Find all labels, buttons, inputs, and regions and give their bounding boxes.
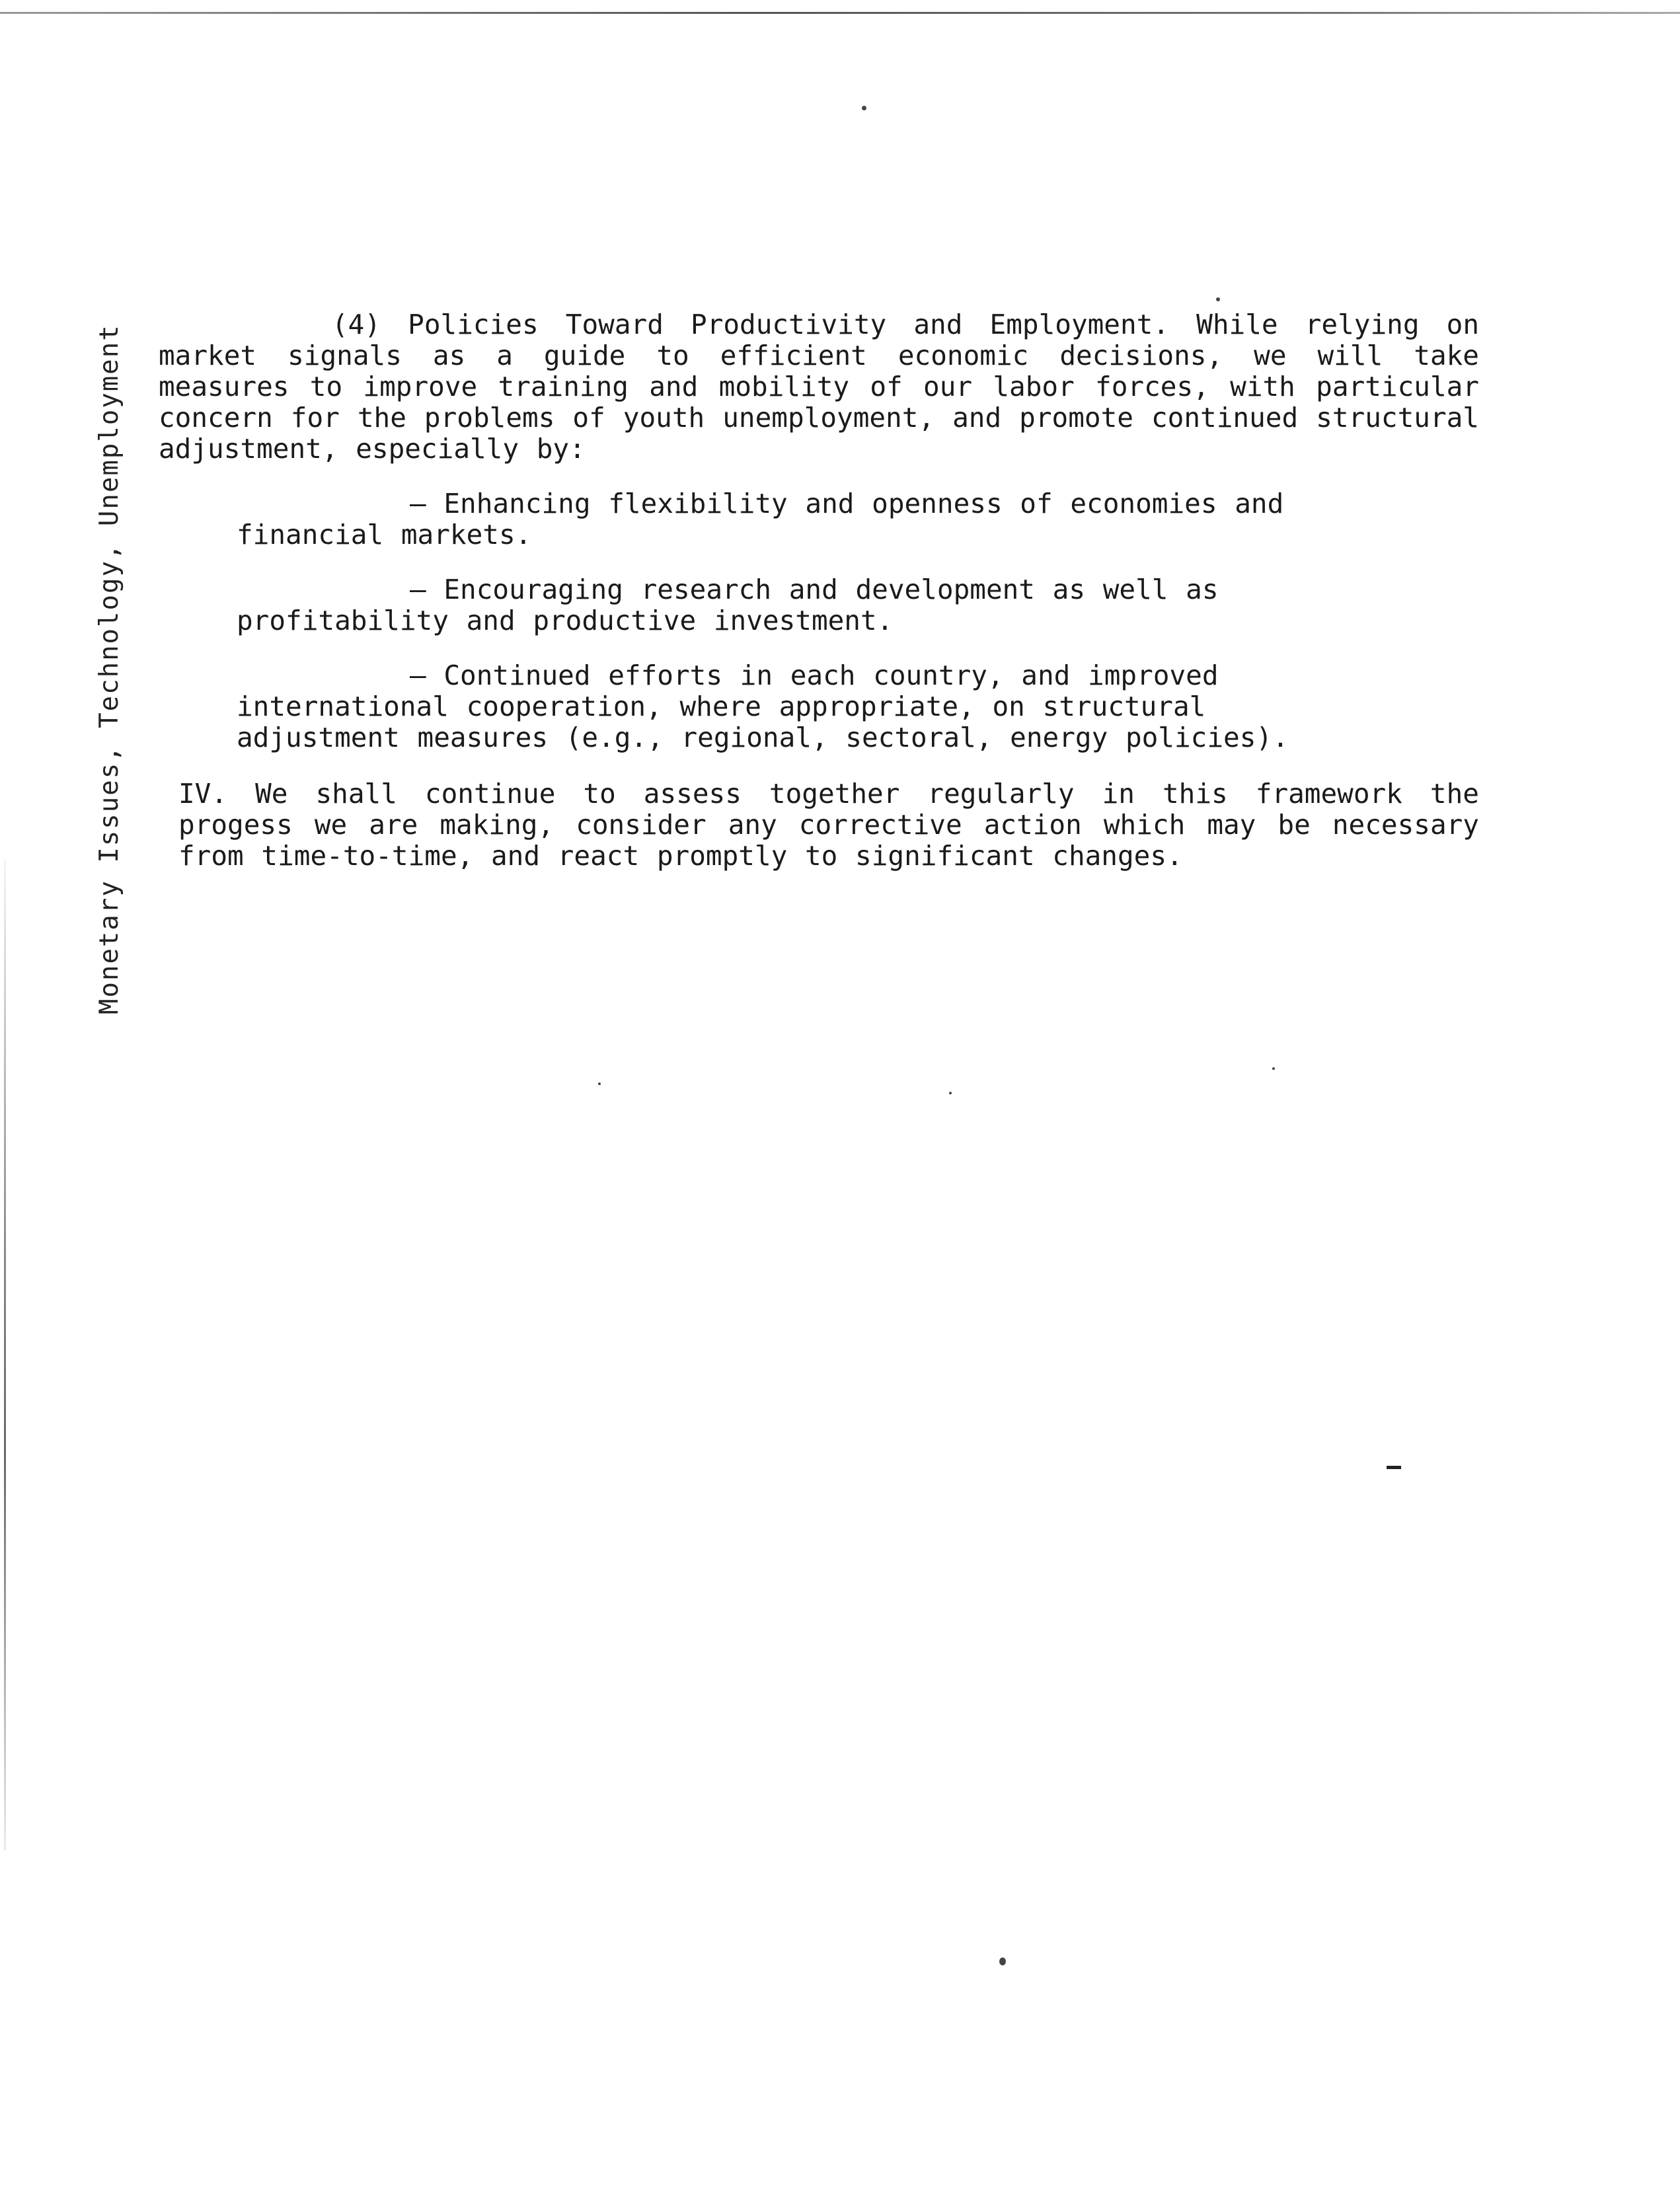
scan-speck — [1216, 297, 1220, 301]
scan-speck — [862, 106, 866, 110]
scan-speck — [999, 1957, 1006, 1965]
document-body — [159, 309, 1479, 872]
paragraph-section-iv: IV. We shall continue to assess together regularly in this framework the progess we are making, consider any corrective action which may be necessary from time-to-time, and react promptly to significant changes. — [178, 778, 1479, 872]
scan-speck — [949, 1092, 952, 1094]
list-item-flexibility: — Enhancing flexibility and openness of economies and financial markets. — [237, 488, 1284, 550]
list-item-structural-adjustment: — Continued efforts in each country, and improved international cooperation, where appropriate, on structural adjustment measures (e.g., regional, sectoral, energy policies). — [237, 660, 1289, 753]
scan-speck — [1272, 1067, 1275, 1070]
left-scan-edge — [4, 859, 6, 1850]
scan-speck — [598, 1082, 601, 1085]
list-item-research-development: — Encouraging research and development as well as profitability and productive investment. — [237, 574, 1219, 636]
margin-subject-label: Monetary Issues, Technology, Unemployment — [95, 324, 124, 1014]
paragraph-productivity-employment: (4) Policies Toward Productivity and Employment. While relying on market signals as a guide to efficient economic decisions, we will take measures to improve training and mobility of our labor forces, with particular concern for the problems of youth unemployment, and promote continued structural adjustment, especially by: — [159, 309, 1479, 465]
top-scan-rule — [0, 12, 1680, 14]
scan-dash-mark — [1387, 1466, 1401, 1469]
